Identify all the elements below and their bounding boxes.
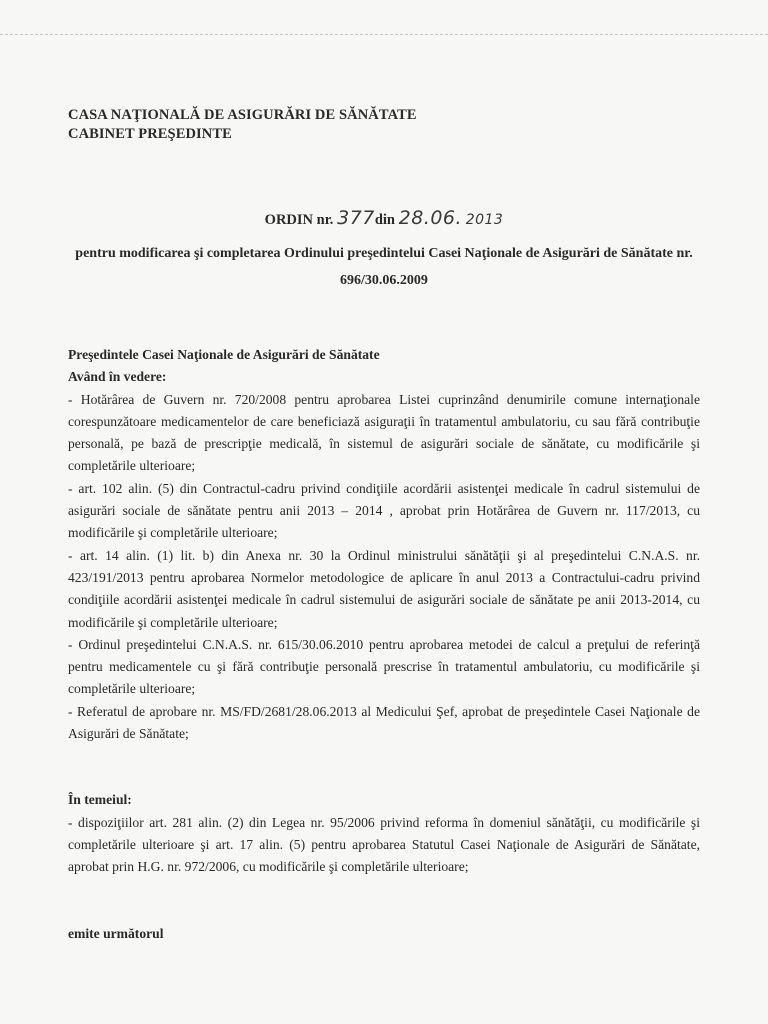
scan-edge-line [0, 34, 768, 35]
section-spacer [68, 745, 700, 789]
order-title [0, 207, 768, 229]
consideration-item: - art. 102 alin. (5) din Contractul-cadru privind condiţiile acordării asistenţei medicale în cadrul sistemului de asigurări sociale de sănătate pentru anii 2013 – 2014 , aprobat prin Hotărârea de Guvern nr. 117/2013, cu modificările şi completările ulterioare; [68, 480, 700, 541]
basis-heading: În temeiul: [68, 792, 132, 808]
order-date-handwritten: 28.06. [398, 207, 463, 229]
order-din: din [374, 212, 395, 228]
consideration-item: - Hotărârea de Guvern nr. 720/2008 pentru aprobarea Listei cuprinzând denumirile comune internaţionale corespunzătoare medicamentelor de care beneficiază asiguraţii în tratamentul ambulatoriu, cu sau fără contribuţie personală, pe bază de prescripţie medicală, în sistemul de asigurări sociale de sănătate, cu modificările şi completările ulterioare; [68, 391, 700, 474]
section-spacer [68, 879, 700, 923]
order-prefix: ORDIN nr. [264, 212, 334, 228]
consideration-item: - Ordinul preşedintelui C.N.A.S. nr. 615/30.06.2010 pentru aprobarea metodei de calcul a preţului de referinţă pentru medicamentele cu şi fără contribuţie personală prescrise în tratamentul ambulatoriu, cu modificările şi completările ulterioare; [68, 636, 700, 697]
issuer-line: Preşedintele Casei Naţionale de Asigurări de Sănătate [68, 347, 380, 362]
letterhead [68, 106, 417, 144]
consideration-item: - art. 14 alin. (1) lit. b) din Anexa nr. 30 la Ordinul ministrului sănătăţii şi al preşedintelui C.N.A.S. nr. 423/191/2013 pentru aprobarea Normelor metodologice de aplicare în anul 2013 a Contractului-cadru privind condiţiile acordării asistenţei medicale în cadrul sistemului de asigurări sociale de sănătate pe anii 2013-2014, cu modificările şi completările ulterioare; [68, 547, 700, 630]
having-in-view-heading: Având în vedere: [68, 369, 167, 385]
order-year-handwritten: 2013 [465, 212, 504, 228]
basis-text: - dispoziţiilor art. 281 alin. (2) din Legea nr. 95/2006 privind reforma în domeniul sănătăţii, cu modificările şi completările ulterioare şi art. 17 alin. (5) pentru aprobarea Statutul Casei Naţionale de Asigurări de Sănătate, aprobat prin H.G. nr. 972/2006, cu modificările şi completările ulterioare; [68, 814, 700, 875]
consideration-item: - Referatul de aprobare nr. MS/FD/2681/28.06.2013 al Medicului Şef, aprobat de preşedintele Casei Naţionale de Asigurări de Sănătate; [68, 703, 700, 742]
order-subtitle: pentru modificarea şi completarea Ordinului preşedintelui Casei Naţionale de Asigurări de Sănătate nr. 696/30.06.2009 [75, 246, 693, 288]
closing-line: emite următorul [68, 925, 164, 941]
document-body [68, 344, 700, 945]
institution-name: CASA NAŢIONALĂ DE ASIGURĂRI DE SĂNĂTATE [68, 107, 417, 123]
department-name: CABINET PREŞEDINTE [68, 126, 232, 142]
order-number-handwritten: 377 [337, 207, 375, 229]
